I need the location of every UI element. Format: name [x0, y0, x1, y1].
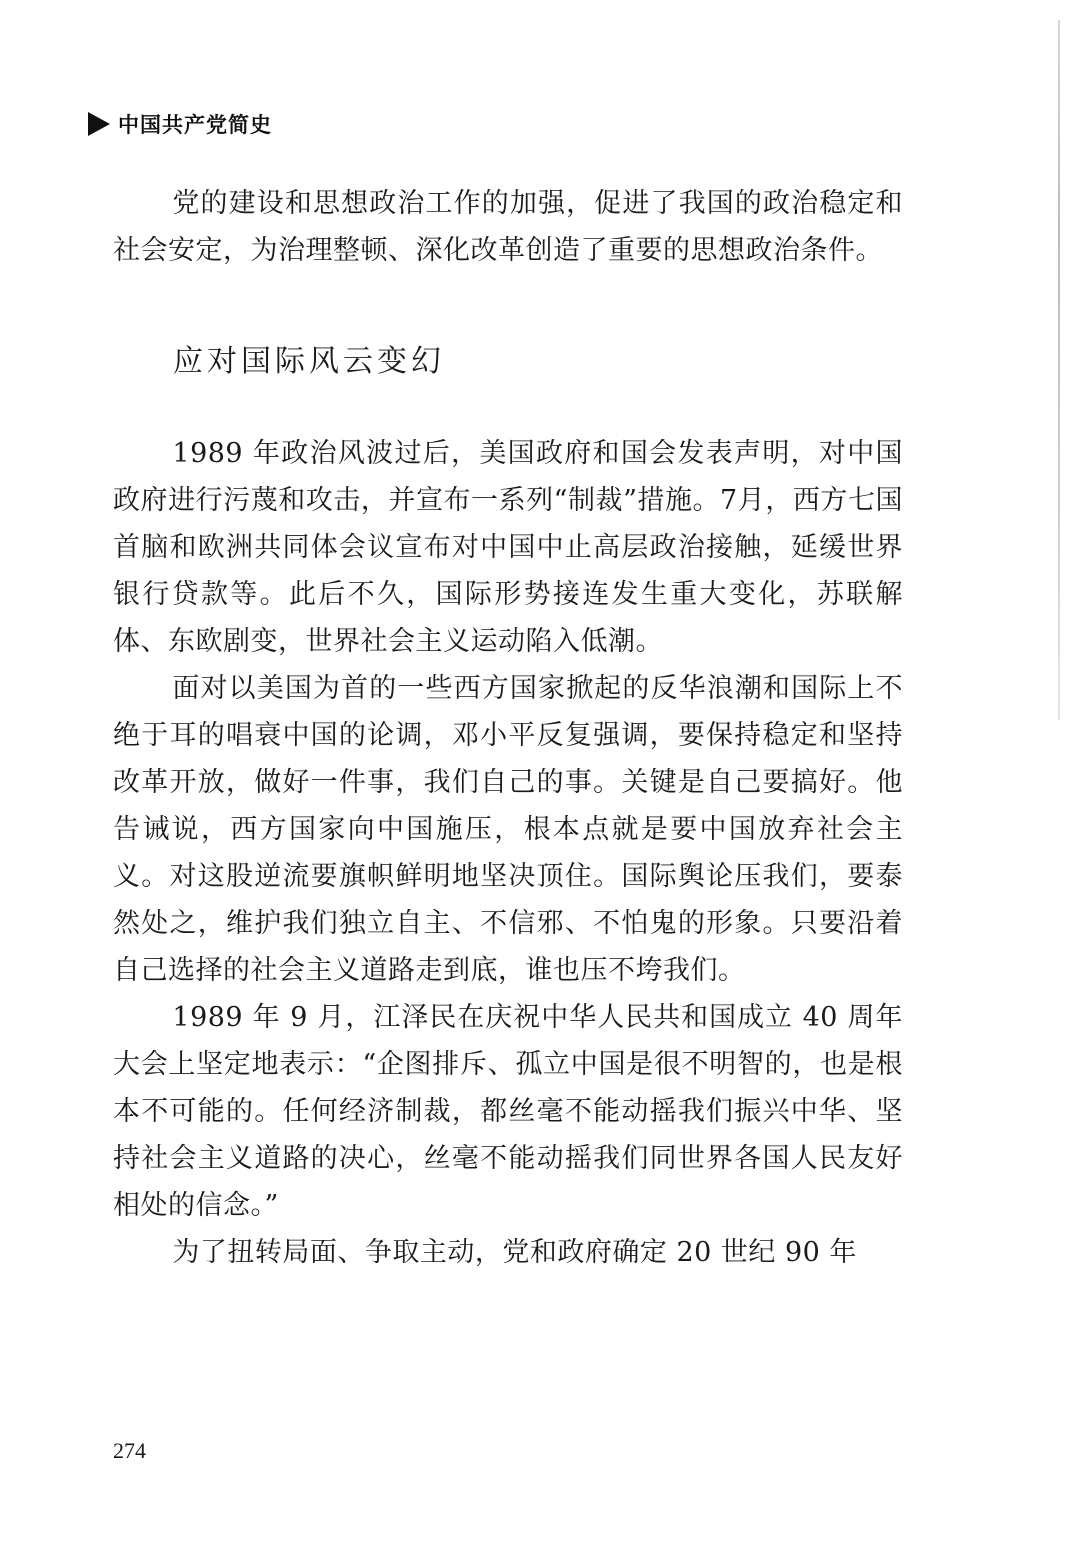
paragraph: 1989 年 9 月，江泽民在庆祝中华人民共和国成立 40 周年大会上坚定地表示：“企图排斥、孤立中国是很不明智的，也是根本不可能的。任何经济制裁，都丝毫不能动摇我们振兴中华、坚持社会主义道路的决心，丝毫不能动摇我们同世界各国人民友好相处的信念。” [113, 1002, 903, 1221]
page-number: 274 [113, 1438, 146, 1463]
book-title: 中国共产党简史 [118, 113, 272, 137]
paragraph: 党的建设和思想政治工作的加强，促进了我国的政治稳定和社会安定，为治理整顿、深化改革创造了重要的思想政治条件。 [113, 188, 903, 266]
page-body [113, 180, 903, 1276]
section-heading: 应对国际风云变幻 [173, 344, 445, 379]
paragraph: 为了扭转局面、争取主动，党和政府确定 20 世纪 90 年 [172, 1237, 857, 1268]
scan-edge-line [1058, 20, 1060, 720]
paragraph: 面对以美国为首的一些西方国家掀起的反华浪潮和国际上不绝于耳的唱衰中国的论调，邓小平反复强调，要保持稳定和坚持改革开放，做好一件事，我们自己的事。关键是自己要搞好。他告诫说，西方国家向中国施压，根本点就是要中国放弃社会主义。对这股逆流要旗帜鲜明地坚决顶住。国际舆论压我们，要泰然处之，维护我们独立自主、不信邪、不怕鬼的形象。只要沿着自己选择的社会主义道路走到底，谁也压不垮我们。 [113, 673, 903, 986]
running-head [88, 108, 272, 140]
paragraph: 1989 年政治风波过后，美国政府和国会发表声明，对中国政府进行污蔑和攻击，并宣布一系列“制裁”措施。7月，西方七国首脑和欧洲共同体会议宣布对中国中止高层政治接触，延缓世界银行贷款等。此后不久，国际形势接连发生重大变化，苏联解体、东欧剧变，世界社会主义运动陷入低潮。 [113, 438, 903, 657]
triangle-marker-icon [88, 112, 110, 136]
